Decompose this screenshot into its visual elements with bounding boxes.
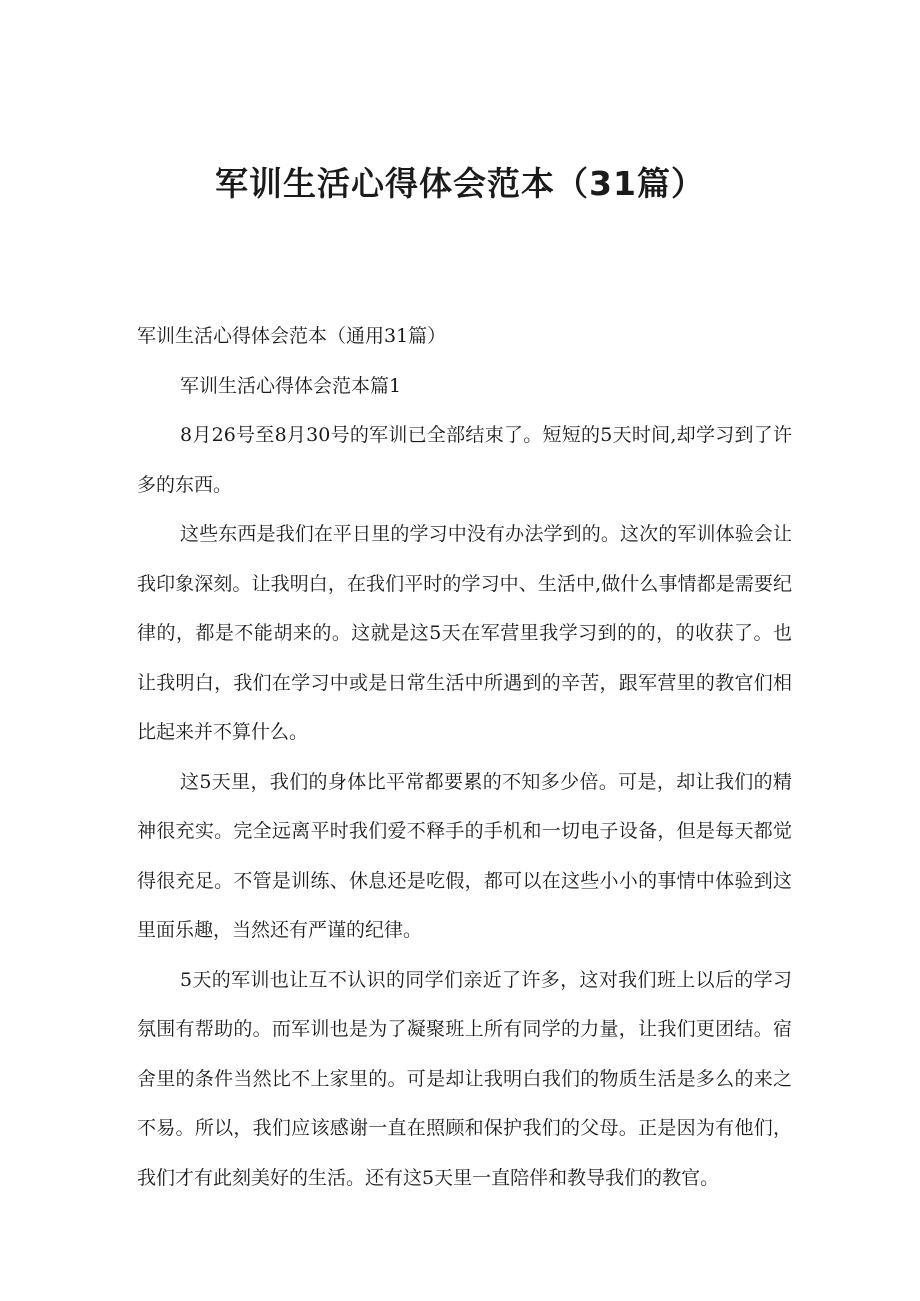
document-body	[137, 312, 792, 1203]
paragraph-1: 8月26号至8月30号的军训已全部结束了。短短的5天时间,却学习到了许多的东西。	[137, 424, 792, 496]
paragraph-3: 这5天里，我们的身体比平常都要累的不知多少倍。可是，却让我们的精神很充实。完全远离平时我们爱不释手的手机和一切电子设备，但是每天都觉得很充足。不管是训练、休息还是吃假，都可以在这些小小的事情中体验到这里面乐趣，当然还有严谨的纪律。	[137, 770, 792, 941]
document-subtitle: 军训生活心得体会范本（通用31篇）	[137, 325, 447, 347]
section-heading: 军训生活心得体会范本篇1	[180, 374, 402, 397]
paragraph-2: 这些东西是我们在平日里的学习中没有办法学到的。这次的军训体验会让我印象深刻。让我明白，在我们平时的学习中、生活中,做什么事情都是需要纪律的，都是不能胡来的。这就是这5天在军营里我学习到的的，的收获了。也让我明白，我们在学习中或是日常生活中所遇到的辛苦，跟军营里的教官们相比起来并不算什么。	[137, 523, 792, 743]
document-title: 军训生活心得体会范本（31篇）	[215, 164, 705, 203]
paragraph-4: 5天的军训也让互不认识的同学们亲近了许多，这对我们班上以后的学习氛围有帮助的。而军训也是为了凝聚班上所有同学的力量，让我们更团结。宿舍里的条件当然比不上家里的。可是却让我明白我们的物质生活是多么的来之不易。所以，我们应该感谢一直在照顾和保护我们的父母。正是因为有他们，我们才有此刻美好的生活。还有这5天里一直陪伴和教导我们的教官。	[137, 968, 792, 1189]
